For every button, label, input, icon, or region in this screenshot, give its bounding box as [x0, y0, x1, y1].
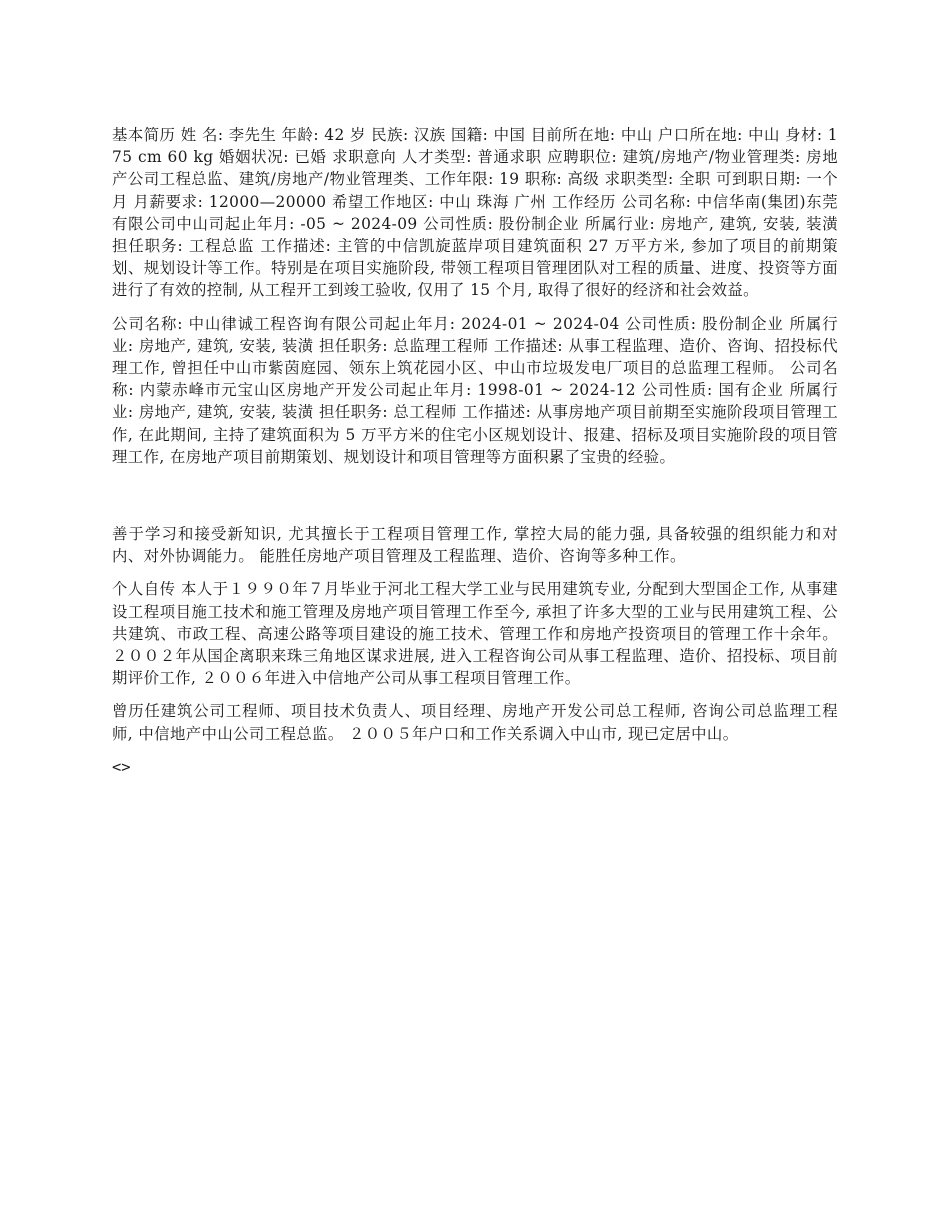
resume-autobiography-paragraph: 个人自传 本人于１９９０年７月毕业于河北工程大学工业与民用建筑专业, 分配到大型国企工作, 从事建设工程项目施工技术和施工管理及房地产项目管理工作至今, 承担了许多大型的工业与民用建筑工程、公共建筑、市政工程、高速公路等项目建设的施工技术、管理工作和房地产投资项目的管理工作十余年。２００２年从国企离职来珠三角地区谋求进展, 进入工程咨询公司从事工程监理、造价、招投标、项目前期评价工作, ２００６年进入中信地产公司从事工程项目管理工作。 — [112, 580, 838, 688]
trailing-markup-text: <> — [112, 757, 131, 776]
paragraph-spacer — [112, 745, 838, 756]
resume-skills-paragraph: 善于学习和接受新知识, 尤其擅长于工程项目管理工作, 掌控大局的能力强, 具备较强的组织能力和对内、对外协调能力。 能胜任房地产项目管理及工程监理、造价、咨询等多种工作。 — [112, 525, 838, 566]
section-spacer — [112, 468, 838, 523]
paragraph-spacer — [112, 567, 838, 578]
resume-career-summary-paragraph: 曾历任建筑公司工程师、项目技术负责人、项目经理、房地产开发公司总工程师, 咨询公司总监理工程师, 中信地产中山公司工程总监。 ２００５年户口和工作关系调入中山市, 现已定居中山。 — [112, 702, 838, 743]
paragraph-spacer — [112, 689, 838, 700]
resume-basic-info-paragraph: 基本简历 姓 名: 李先生 年龄: 42 岁 民族: 汉族 国籍: 中国 目前所在地: 中山 户口所在地: 中山 身材: 175 cm 60 kg 婚姻状况: 已婚 求职意向 人才类型: 普通求职 应聘职位: 建筑/房地产/物业管理类: 房地产公司工程总监、建筑/房地产/物业管理类、工作年限: 19 职称: 高级 求职类型: 全职 可到职日期: 一个月 月薪要求: 12000—20000 希望工作地区: 中山 珠海 广州 工作经历 公司名称: 中信华南(集团)东莞有限公司中山司起止年月: -05 ~ 2024-09 公司性质: 股份制企业 所属行业: 房地产, 建筑, 安装, 装潢 担任职务: 工程总监 工作描述: 主管的中信凯旋蓝岸项目建筑面积 27 万平方米, 参加了项目的前期策划、规划设计等工作。特别是在项目实施阶段, 带领工程项目管理团队对工程的质量、进度、投资等方面进行了有效的控制, 从工程开工到竣工验收, 仅用了 15 个月, 取得了很好的经济和社会效益。 — [112, 126, 838, 300]
resume-work-history-paragraph: 公司名称: 中山律诚工程咨询有限公司起止年月: 2024-01 ~ 2024-04 公司性质: 股份制企业 所属行业: 房地产, 建筑, 安装, 装潢 担任职务: 总监理工程师 工作描述: 从事工程监理、造价、咨询、招投标代理工作, 曾担任中山市紫茵庭园、领东上筑花园小区、中山市垃圾发电厂项目的总监理工程师。 公司名称: 内蒙赤峰市元宝山区房地产开发公司起止年月: 1998-01 ~ 2024-12 公司性质: 国有企业 所属行业: 房地产, 建筑, 安装, 装潢 担任职务: 总工程师 工作描述: 从事房地产项目前期至实施阶段项目管理工作, 在此期间, 主持了建筑面积为 5 万平方米的住宅小区规划设计、报建、招标及项目实施阶段的项目管理工作, 在房地产项目前期策划、规划设计和项目管理等方面积累了宝贵的经验。 — [112, 314, 838, 466]
paragraph-spacer — [112, 302, 838, 313]
resume-document — [112, 124, 838, 778]
